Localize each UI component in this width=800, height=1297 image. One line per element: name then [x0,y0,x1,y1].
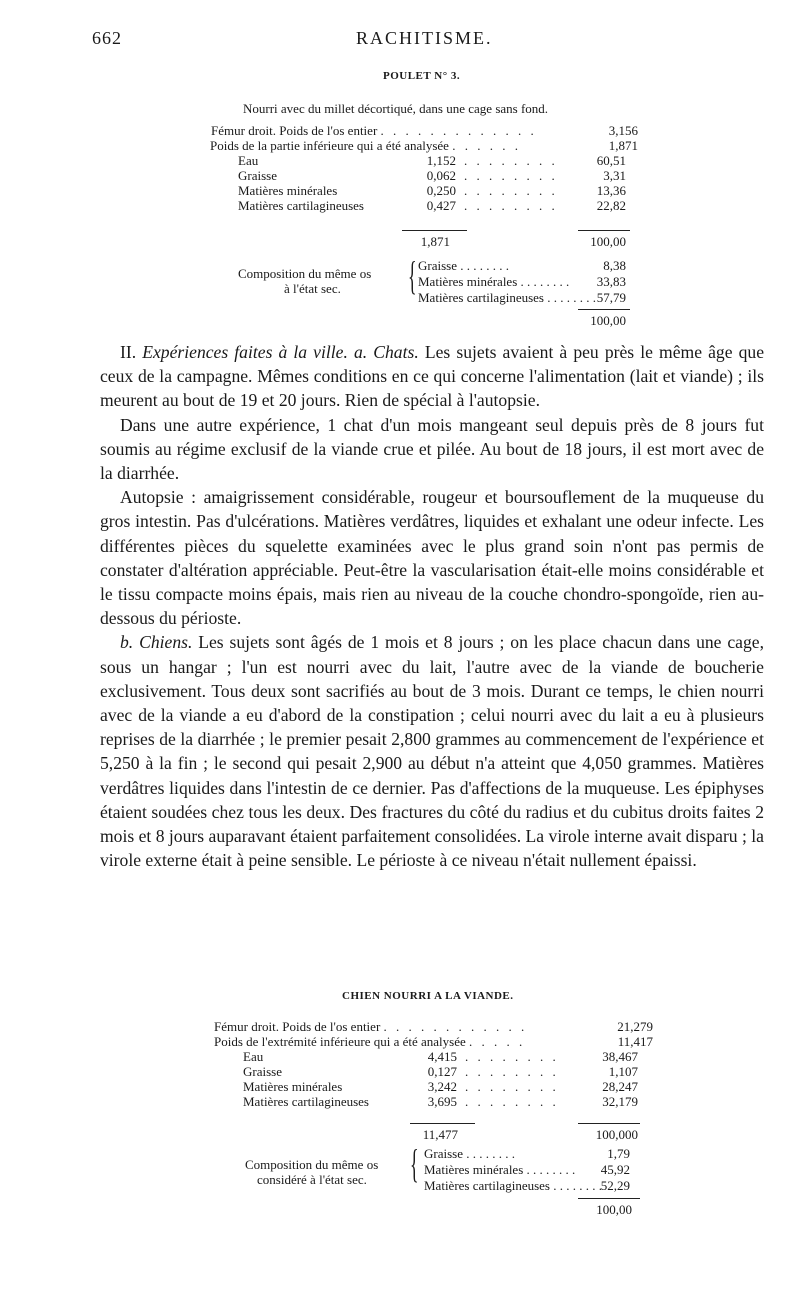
poulet-composition-percent: 8,38 [603,258,626,273]
chien-row-leader: . . . . . . . . [465,1064,559,1079]
chien-row-percent: 38,467 [602,1049,638,1064]
poulet-subtitle: Nourri avec du millet décortiqué, dans une cage sans fond. [243,101,549,116]
poulet-composition-label: Composition du même os à l'état sec. [238,266,372,296]
chien-composition-total: 100,00 [596,1202,632,1217]
chien-row-grams: 3,242 [427,1079,457,1094]
poulet-femur-value: 3,156 [608,123,638,138]
subsection-chats: a. Chats. [353,342,419,362]
running-title: RACHITISME. [356,28,493,48]
chien-femur-row: Fémur droit. Poids de l'os entier . . . . . . . . . . . . [214,1019,528,1034]
chien-row-label: Matières cartilagineuses [243,1094,369,1109]
chien-row-grams: 4,415 [427,1049,457,1064]
poulet-percent-rule [578,230,630,231]
chien-row-label: Eau [243,1049,264,1064]
poulet-row-grams: 0,427 [426,198,456,213]
chien-composition-rule [578,1198,640,1199]
poulet-row-grams: 0,062 [426,168,456,183]
chien-composition-label-item: Matières cartilagineuses . . . . . . . . [424,1178,602,1193]
chien-row-label: Matières minérales [243,1079,343,1094]
chien-brace: { [410,1141,419,1186]
chien-composition-label-item: Matières minérales . . . . . . . . [424,1162,576,1177]
poulet-row-percent: 22,82 [596,198,626,213]
poulet-composition-rule [578,309,630,310]
paragraph-experiences: II. Expériences faites à la ville. a. Chats. Les sujets avaient à peu près le même âge que ceux de la campagne. Mêmes conditions en ce qui concerne l'alimentation (lait et viande) ; ils meurent au bout de 19 et 20 jours. Rien de spécial à l'autopsie. [100,342,765,411]
poulet-row-percent: 13,36 [596,183,626,198]
chien-row-percent: 32,179 [602,1094,638,1109]
chien-composition-percent: 1,79 [607,1146,630,1161]
poulet-partie-value: 1,871 [608,138,638,153]
section-title: Expériences faites à la ville. [142,342,348,362]
poulet-partie-row: Poids de la partie inférieure qui a été analysée . . . . . . [210,138,521,153]
chien-composition-label-item: Graisse . . . . . . . . [424,1146,515,1161]
poulet-grams-rule [402,230,467,231]
chien-row-percent: 1,107 [608,1064,638,1079]
chien-femur-value: 21,279 [617,1019,653,1034]
poulet-row-percent: 60,51 [596,153,626,168]
chien-percent-rule [578,1123,640,1124]
poulet-composition-percent: 33,83 [596,274,626,289]
chien-row-leader: . . . . . . . . [465,1049,559,1064]
poulet-row-grams: 1,152 [426,153,456,168]
chien-row-label: Graisse [243,1064,282,1079]
poulet-row-label: Graisse [238,168,277,183]
chien-partie-row: Poids de l'extrémité inférieure qui a été analysée . . . . . [214,1034,526,1049]
chien-row-grams: 3,695 [427,1094,457,1109]
poulet-composition-percent: 57,79 [596,290,626,305]
poulet-total-grams: 1,871 [420,234,450,249]
poulet-row-label: Matières cartilagineuses [238,198,364,213]
chien-table-title: CHIEN NOURRI A LA VIANDE. [342,990,514,1002]
poulet-composition-label-item: Graisse . . . . . . . . [418,258,509,273]
paragraph-chiens: b. Chiens. Les sujets sont âgés de 1 mois et 8 jours ; on les place chacun dans une cage, sous un hangar ; l'un est nourri avec du lait, l'autre avec de la viande de boucherie exclusivement. Tous deux sont sacrifiés au bout de 3 mois. Durant ce temps, le chien nourri avec de la viande a eu d'abord de la constipation ; celui nourri avec du lait a eu à plusieurs reprises de la diarrhée ; le premier pesait 2,800 grammes au commencement de l'expérience et 5,250 à la fin ; le second qui pesait 2,900 au début n'a atteint que 4,050 grammes. Matières verdâtres liquides dans l'intestin de ce dernier. Pas d'affections de la muqueuse. Les épiphyses étaient soudées chez tous les deux. Des fractures du côté du radius et du cubitus droits faites 2 mois et 8 jours auparavant étaient parfaitement consolidées. La virole interne avait disparu ; la virole externe était à peine sensible. Le périoste à ce niveau n'était nullement épaissi. [100,632,764,871]
chien-total-percent: 100,000 [595,1127,638,1142]
body-text [100,340,764,872]
poulet-brace: { [408,253,417,298]
poulet-femur-row: Fémur droit. Poids de l'os entier . . . . . . . . . . . . . [211,123,537,138]
chien-grams-rule [410,1123,475,1124]
chien-composition-percent: 45,92 [600,1162,630,1177]
page-number: 662 [92,28,122,48]
chien-row-leader: . . . . . . . . [465,1079,559,1094]
poulet-composition-total: 100,00 [590,313,626,328]
poulet-composition-label-item: Matières minérales . . . . . . . . [418,274,570,289]
chien-partie-value: 11,417 [617,1034,653,1049]
poulet-total-percent: 100,00 [590,234,626,249]
chien-composition-label: Composition du même os considéré à l'état sec. [245,1157,379,1187]
poulet-row-leader: . . . . . . . . [464,183,558,198]
chien-total-grams: 11,477 [422,1127,458,1142]
chien-partie-label: Poids de l'extrémité inférieure qui a été analysée [214,1034,466,1049]
poulet-row-label: Matières minérales [238,183,338,198]
poulet-row-leader: . . . . . . . . [464,168,558,183]
poulet-row-percent: 3,31 [603,168,626,183]
subsection-chiens: b. Chiens. [120,632,193,653]
poulet-femur-label: Fémur droit. Poids de l'os entier [211,123,378,138]
poulet-composition-label-item: Matières cartilagineuses . . . . . . . . [418,290,596,305]
chien-row-grams: 0,127 [427,1064,457,1079]
chien-composition-percent: 52,29 [600,1178,630,1193]
paragraph-chat-experience: Dans une autre expérience, 1 chat d'un mois mangeant seul depuis près de 8 jours fut soumis au régime exclusif de la viande crue et pilée. Au bout de 18 jours, il est mort avec de la diarrhée. [100,414,764,484]
paragraph-autopsie: Autopsie : amaigrissement considérable, rougeur et boursouflement de la muqueuse du gros intestin. Pas d'ulcérations. Matières verdâtres, liquides et exhalant une odeur infecte. Les différentes pièces du squelette examinées avec le plus grand soin n'ont pas permis de constater d'altération appréciable. Peut-être la vascularisation était-elle moins considérable et le tissu compacte moins épais, mais rien au niveau de la couche chondro-spongoïde, rien au-dessous du périoste. [100,487,764,629]
poulet-row-grams: 0,250 [426,183,456,198]
chien-femur-label: Fémur droit. Poids de l'os entier [214,1019,381,1034]
chien-row-percent: 28,247 [602,1079,638,1094]
poulet-table-title: POULET N° 3. [383,70,461,82]
chien-row-leader: . . . . . . . . [465,1094,559,1109]
poulet-partie-label: Poids de la partie inférieure qui a été analysée [210,138,449,153]
poulet-row-label: Eau [238,153,259,168]
poulet-row-leader: . . . . . . . . [464,198,558,213]
poulet-row-leader: . . . . . . . . [464,153,558,168]
